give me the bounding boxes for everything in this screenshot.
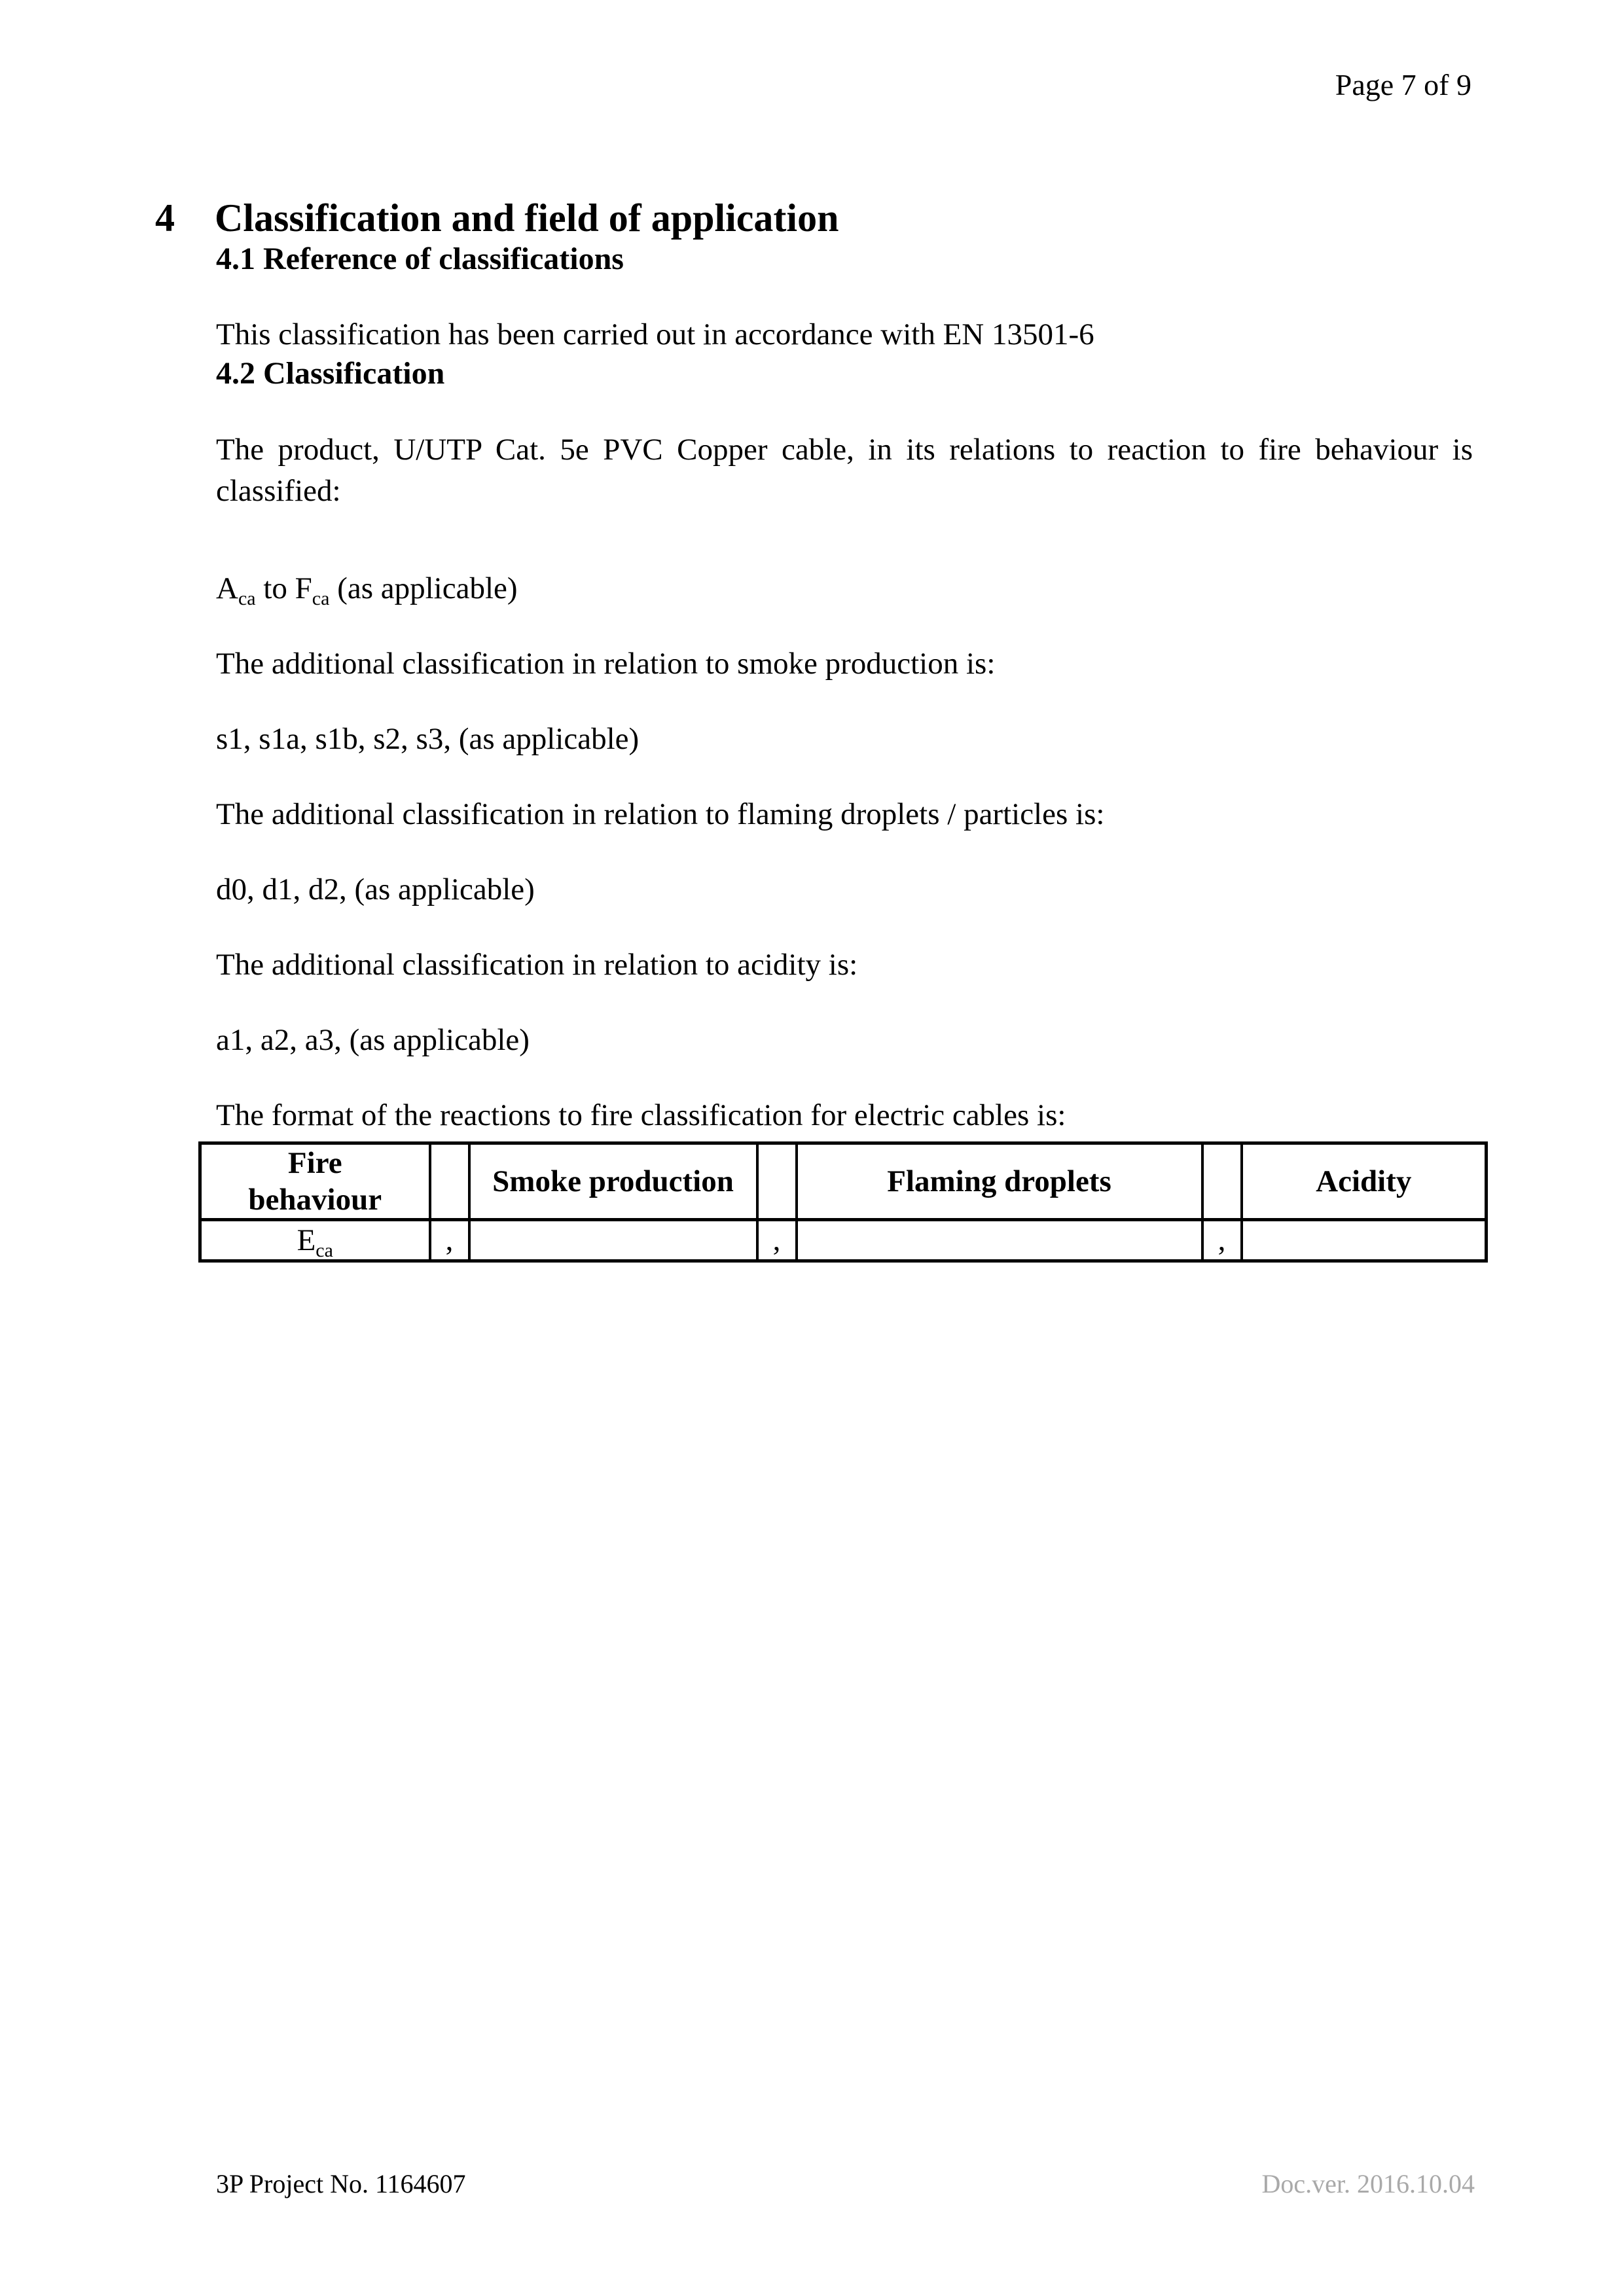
fire-range-sub1: ca: [238, 588, 256, 609]
acidity-values-line: a1, a2, a3, (as applicable): [216, 1023, 530, 1057]
cell-comma-2: ,: [757, 1220, 797, 1261]
classification-intro-paragraph: The product, U/UTP Cat. 5e PVC Copper cable, in its relations to reaction to fire behaviour is classified:: [216, 433, 1473, 508]
acidity-label-line: The additional classification in relation to acidity is:: [216, 948, 858, 982]
cell-fire-behaviour-value: [200, 1220, 430, 1261]
droplets-values-line: d0, d1, d2, (as applicable): [216, 872, 535, 906]
page-footer: [216, 2168, 1475, 2200]
smoke-values-line: s1, s1a, s1b, s2, s3, (as applicable): [216, 722, 640, 756]
subsection-heading-reference: 4.1 Reference of classifications: [216, 242, 624, 276]
header-cell-separator-3: [1202, 1143, 1242, 1220]
header-cell-separator-1: [430, 1143, 469, 1220]
header-cell-acidity: Acidity: [1242, 1143, 1487, 1220]
footer-project-number: 3P Project No. 1164607: [216, 2169, 466, 2198]
fire-range-tail: (as applicable): [329, 571, 518, 605]
fire-class-sub: ca: [316, 1240, 333, 1261]
classification-format-table: [198, 1141, 1488, 1263]
cell-comma-3: ,: [1202, 1220, 1242, 1261]
header-cell-flaming-droplets: Flaming droplets: [797, 1143, 1202, 1220]
main-heading: [155, 196, 1473, 240]
fire-class-base: E: [297, 1223, 316, 1257]
fire-range-sub2: ca: [312, 588, 330, 609]
format-label-line: The format of the reactions to fire classification for electric cables is:: [216, 1098, 1066, 1132]
fire-range-base1: A: [216, 571, 238, 605]
fire-behaviour-range-line: [216, 569, 1473, 608]
cell-acidity-value: [1242, 1220, 1487, 1261]
table-header-row: [200, 1143, 1487, 1220]
fire-range-mid: to F: [255, 571, 312, 605]
cell-droplets-value: [797, 1220, 1202, 1261]
header-cell-separator-2: [757, 1143, 797, 1220]
main-heading-title: Classification and field of application: [215, 196, 839, 240]
reference-paragraph: This classification has been carried out in accordance with EN 13501-6: [216, 317, 1094, 351]
droplets-label-line: The additional classification in relation to flaming droplets / particles is:: [216, 797, 1105, 831]
footer-doc-version: Doc.ver. 2016.10.04: [1261, 2169, 1475, 2198]
subsection-heading-classification: 4.2 Classification: [216, 356, 445, 391]
header-cell-smoke-production: Smoke production: [469, 1143, 757, 1220]
header-cell-fire-behaviour: Fire behaviour: [200, 1143, 430, 1220]
cell-comma-1: ,: [430, 1220, 469, 1261]
table-data-row: [200, 1220, 1487, 1261]
main-heading-number: 4: [155, 196, 175, 240]
smoke-label-line: The additional classification in relation to smoke production is:: [216, 647, 996, 681]
page-number: Page 7 of 9: [1335, 68, 1471, 101]
cell-smoke-value: [469, 1220, 757, 1261]
